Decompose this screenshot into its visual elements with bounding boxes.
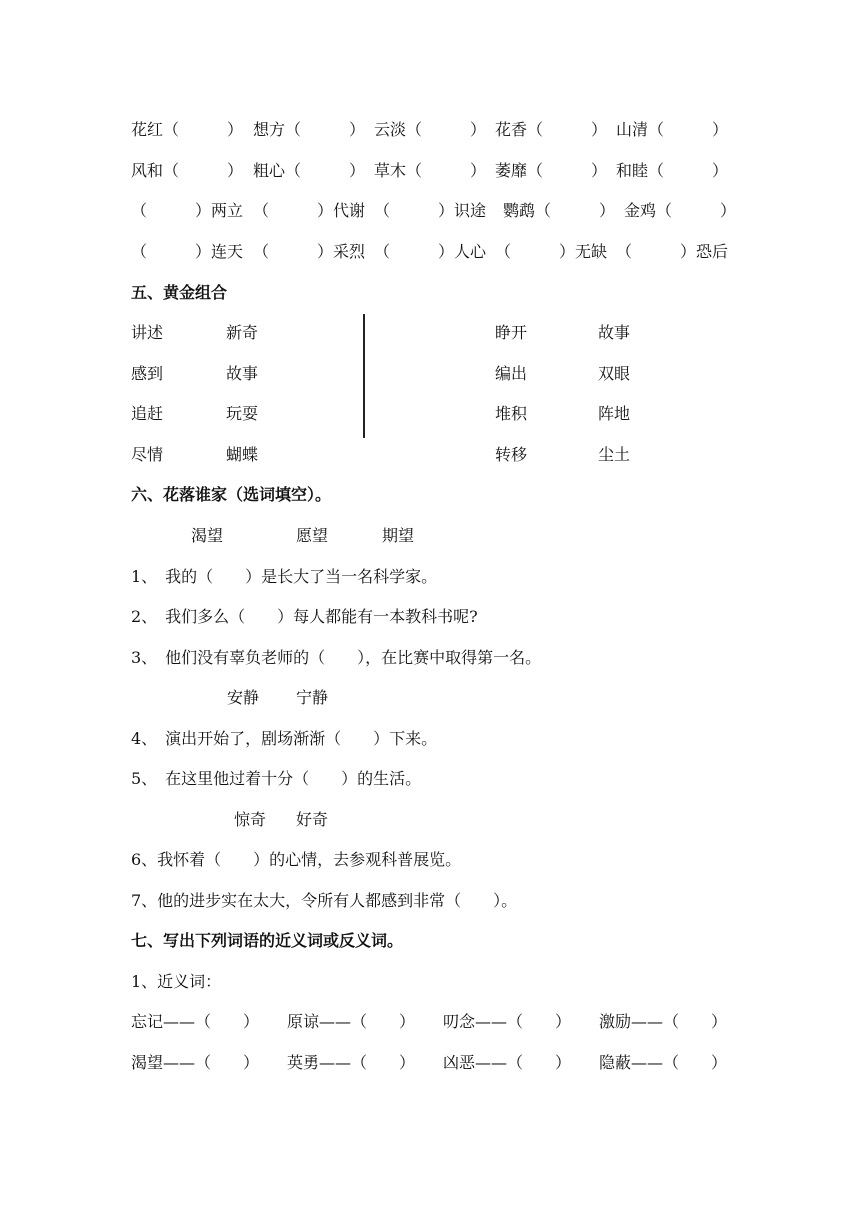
- match-word-left[interactable]: 讲述: [131, 323, 164, 342]
- idiom-item: 花红（ ）: [131, 120, 244, 139]
- match-word-left[interactable]: 转移: [495, 445, 528, 464]
- synonym-item: 凶恶——（ ）: [443, 1053, 572, 1072]
- idiom-item: 风和（ ）: [131, 161, 244, 180]
- option-word: 安静: [227, 688, 260, 707]
- option-word: 期望: [382, 526, 415, 545]
- synonym-item: 英勇——（ ）: [287, 1053, 416, 1072]
- synonym-item: 原谅——（ ）: [287, 1012, 416, 1031]
- option-word: 愿望: [296, 526, 329, 545]
- sub-label: 1、近义词：: [131, 972, 222, 991]
- match-word-right[interactable]: 双眼: [598, 364, 631, 383]
- match-word-right[interactable]: 蝴蝶: [226, 445, 259, 464]
- synonym-item: 隐蔽——（ ）: [599, 1053, 728, 1072]
- idiom-item: 云淡（ ）: [374, 120, 487, 139]
- idiom-item: 金鸡（ ）: [624, 201, 737, 220]
- option-word: 渴望: [191, 526, 224, 545]
- idiom-item: 花香（ ）: [495, 120, 608, 139]
- fill-sentence: 5、 在这里他过着十分（ ）的生活。: [131, 769, 422, 788]
- synonym-item: 渴望——（ ）: [131, 1053, 260, 1072]
- idiom-item: （ ）恐后: [616, 242, 729, 261]
- fill-sentence: 3、 他们没有辜负老师的（ ），在比赛中取得第一名。: [131, 648, 542, 667]
- idiom-item: （ ）识途: [374, 201, 487, 220]
- fill-sentence: 7、他的进步实在太大，令所有人都感到非常（ ）。: [131, 891, 518, 910]
- match-word-left[interactable]: 尽情: [131, 445, 164, 464]
- match-word-left[interactable]: 编出: [495, 364, 528, 383]
- section-heading: 五、黄金组合: [131, 283, 228, 302]
- idiom-item: 鹦鹉（ ）: [503, 201, 616, 220]
- synonym-item: 激励——（ ）: [599, 1012, 728, 1031]
- fill-sentence: 2、 我们多么（ ）每人都能有一本教科书呢?: [131, 607, 478, 626]
- idiom-item: 想方（ ）: [253, 120, 366, 139]
- idiom-item: （ ）人心: [374, 242, 487, 261]
- match-word-left[interactable]: 追赶: [131, 404, 164, 423]
- synonym-item: 忘记——（ ）: [131, 1012, 260, 1031]
- idiom-item: （ ）代谢: [253, 201, 366, 220]
- fill-sentence: 1、 我的（ ）是长大了当一名科学家。: [131, 567, 438, 586]
- option-word: 宁静: [296, 688, 329, 707]
- match-word-right[interactable]: 故事: [598, 323, 631, 342]
- idiom-item: 粗心（ ）: [253, 161, 366, 180]
- section-heading: 七、写出下列词语的近义词或反义词。: [131, 931, 404, 950]
- fill-sentence: 4、 演出开始了，剧场渐渐（ ）下来。: [131, 729, 438, 748]
- option-word: 惊奇: [234, 810, 267, 829]
- idiom-item: （ ）采烈: [253, 242, 366, 261]
- option-word: 好奇: [296, 810, 329, 829]
- match-word-right[interactable]: 故事: [226, 364, 259, 383]
- match-word-right[interactable]: 阵地: [598, 404, 631, 423]
- section-heading: 六、花落谁家（选词填空）。: [131, 485, 332, 504]
- idiom-item: （ ）无缺: [495, 242, 608, 261]
- match-word-right[interactable]: 玩耍: [226, 404, 259, 423]
- idiom-item: 萎靡（ ）: [495, 161, 608, 180]
- idiom-item: （ ）两立: [131, 201, 244, 220]
- match-word-left[interactable]: 堆积: [495, 404, 528, 423]
- match-word-right[interactable]: 尘土: [598, 445, 631, 464]
- divider-line: [363, 314, 365, 438]
- match-word-right[interactable]: 新奇: [226, 323, 259, 342]
- idiom-item: 山清（ ）: [616, 120, 729, 139]
- idiom-item: （ ）连天: [131, 242, 244, 261]
- synonym-item: 叨念——（ ）: [443, 1012, 572, 1031]
- idiom-item: 和睦（ ）: [616, 161, 729, 180]
- match-word-left[interactable]: 感到: [131, 364, 164, 383]
- fill-sentence: 6、我怀着（ ）的心情，去参观科普展览。: [131, 850, 462, 869]
- match-word-left[interactable]: 睁开: [495, 323, 528, 342]
- idiom-item: 草木（ ）: [374, 161, 487, 180]
